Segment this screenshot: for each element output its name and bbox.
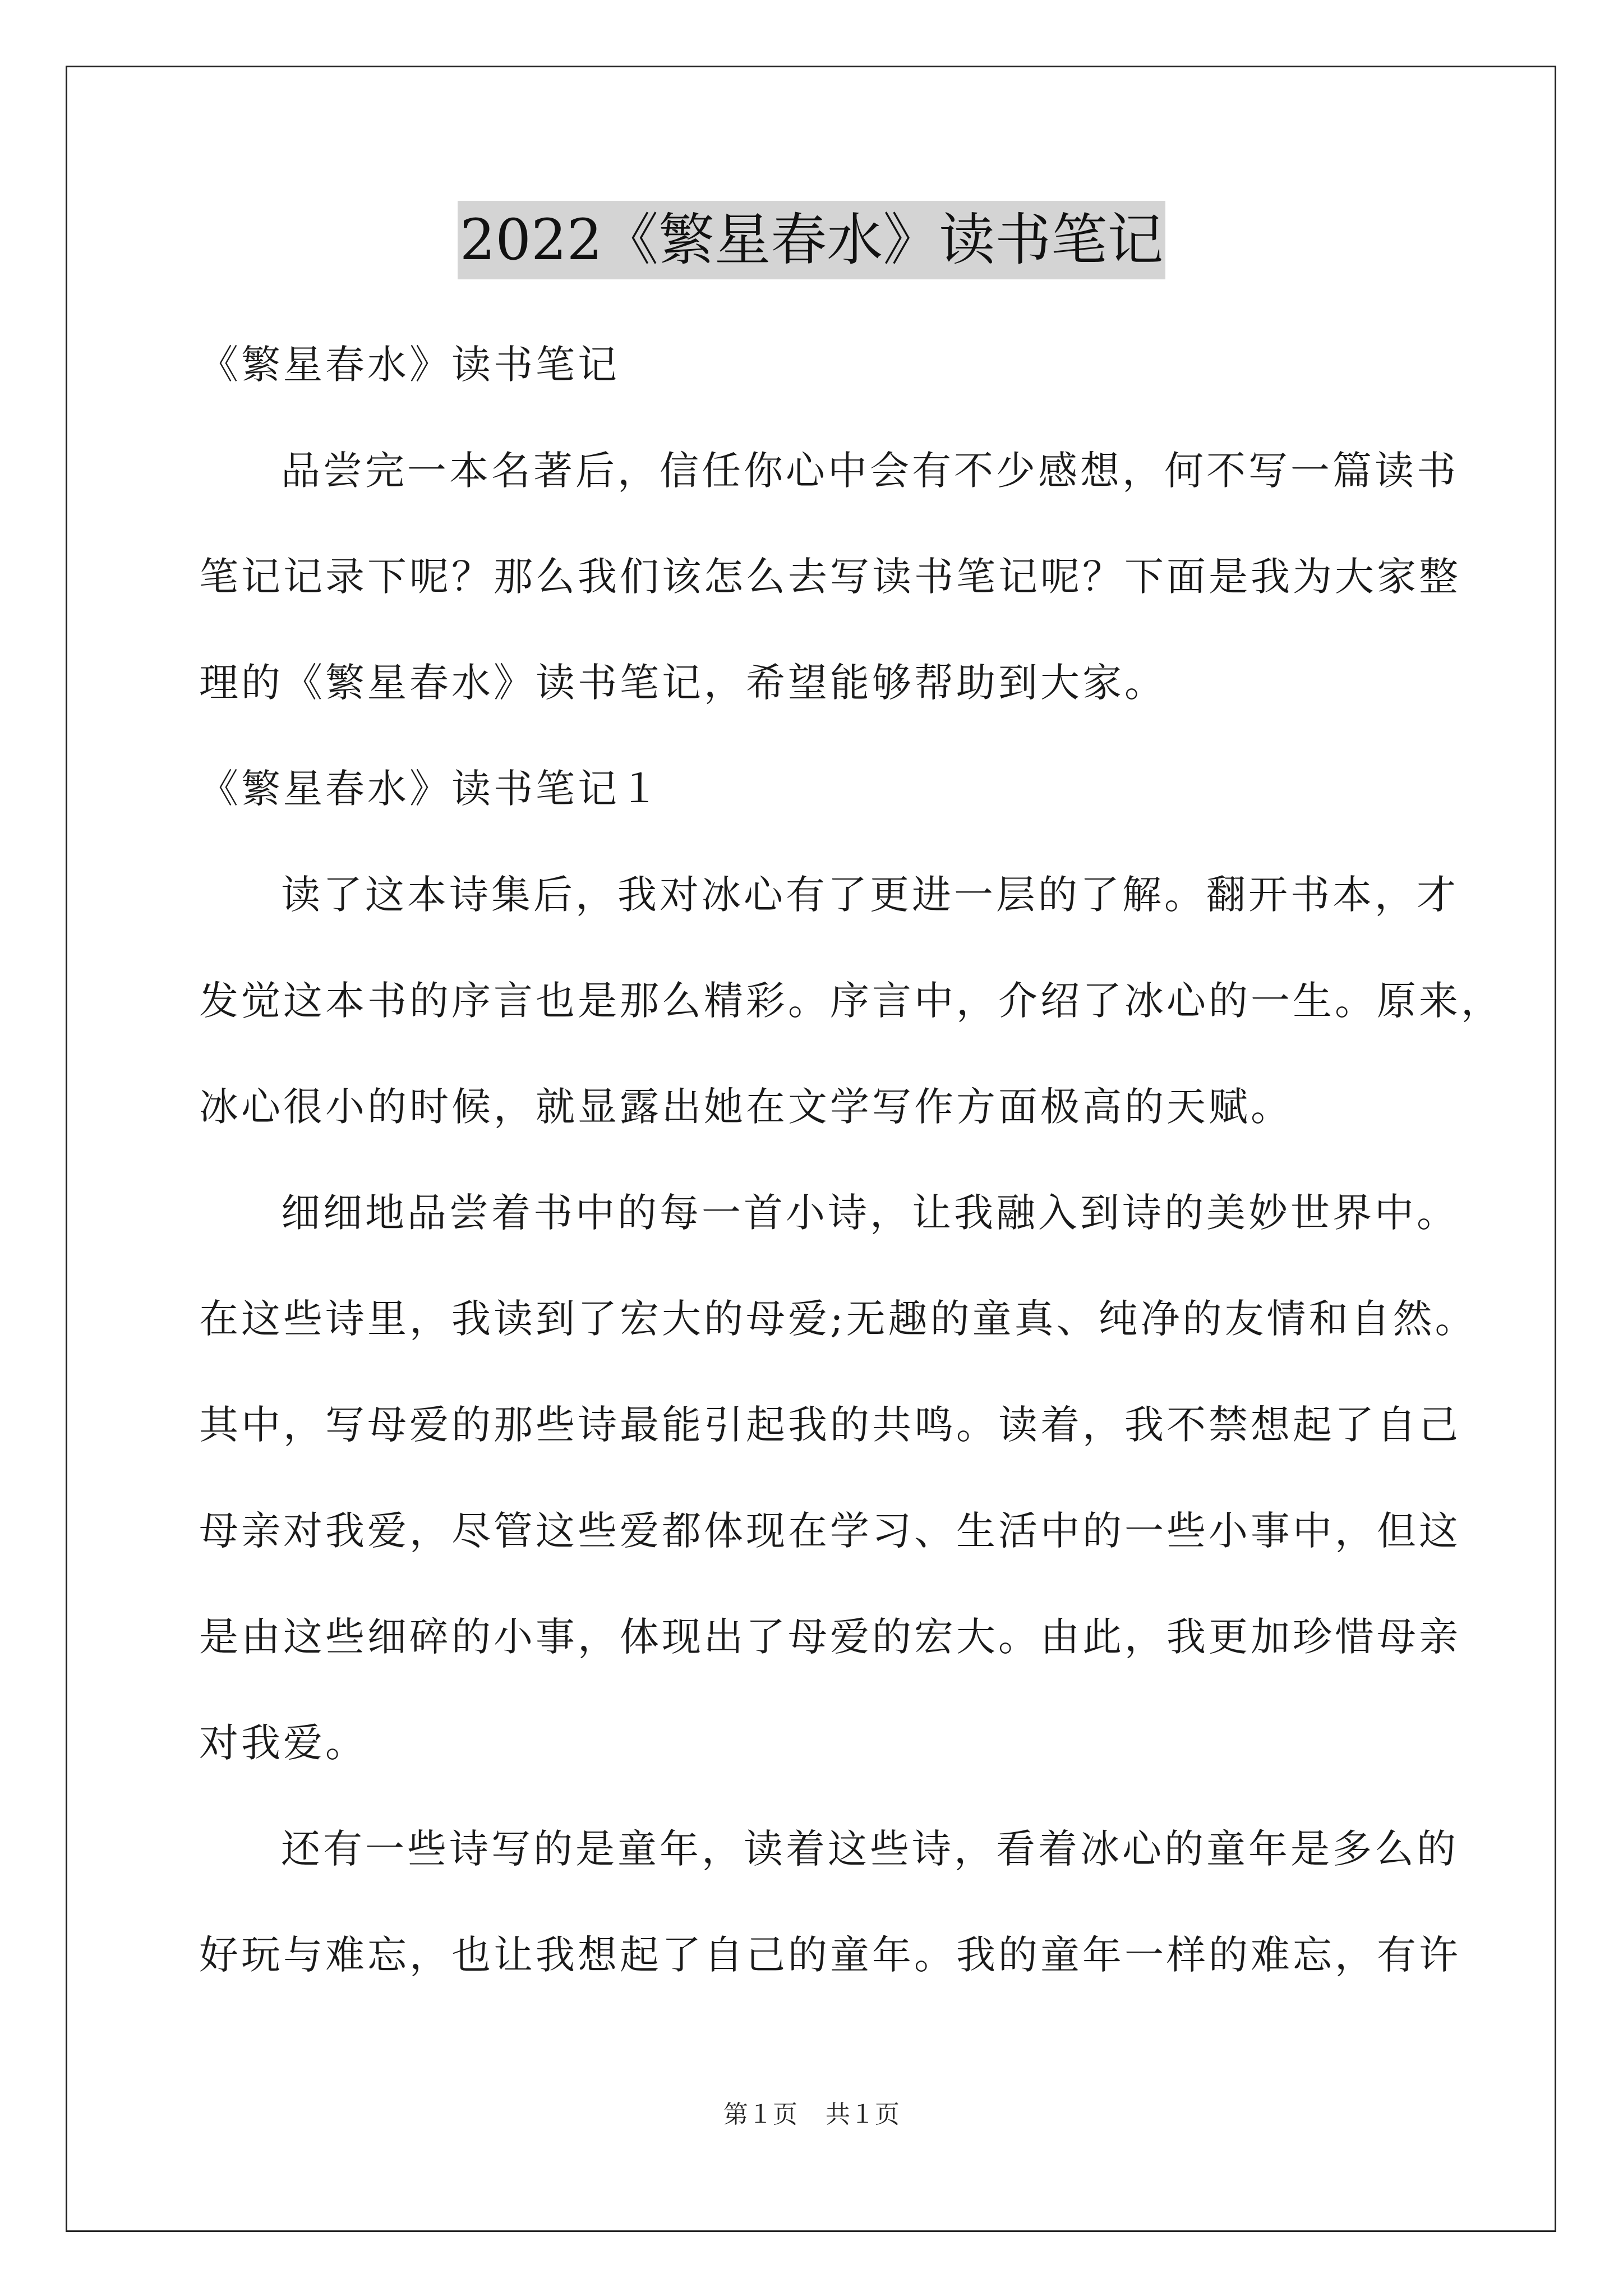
paragraph-line: 是由这些细碎的小事，体现出了母爱的宏大。由此，我更加珍惜母亲 xyxy=(199,1614,1461,1660)
section-heading: 《繁星春水》读书笔记１ xyxy=(199,766,662,812)
paragraph-line: 细细地品尝着书中的每一首小诗，让我融入到诗的美妙世界中。 xyxy=(281,1190,1459,1236)
paragraph-line: 在这些诗里，我读到了宏大的母爱;无趣的童真、纯净的友情和自然。 xyxy=(199,1296,1477,1342)
paragraph-line: 母亲对我爱，尽管这些爱都体现在学习、生活中的一些小事中，但这 xyxy=(199,1508,1461,1554)
paragraph-line: 理的《繁星春水》读书笔记，希望能够帮助到大家。 xyxy=(199,660,1166,706)
paragraph-line: 品尝完一本名著后，信任你心中会有不少感想，何不写一篇读书 xyxy=(281,448,1459,494)
page-number: 第１页 xyxy=(723,2100,797,2129)
paragraph-line: 冰心很小的时候，就显露出她在文学写作方面极高的天赋。 xyxy=(199,1084,1293,1130)
page-border xyxy=(66,66,1556,2232)
paragraph-line: 对我爱。 xyxy=(199,1720,367,1766)
paragraph-line: 还有一些诗写的是童年，读着这些诗，看着冰心的童年是多么的 xyxy=(281,1826,1459,1872)
page-total: 共１页 xyxy=(826,2100,900,2129)
paragraph-line: 好玩与难忘，也让我想起了自己的童年。我的童年一样的难忘，有许 xyxy=(199,1932,1461,1978)
paragraph-line: 发觉这本书的序言也是那么精彩。序言中，介绍了冰心的一生。原来， xyxy=(199,978,1503,1024)
paragraph-line: 读了这本诗集后，我对冰心有了更进一层的了解。翻开书本，才 xyxy=(281,872,1459,918)
title-container xyxy=(0,201,1623,279)
page-footer xyxy=(0,2098,1623,2132)
paragraph-line: 其中，写母爱的那些诗最能引起我的共鸣。读着，我不禁想起了自己 xyxy=(199,1402,1461,1448)
paragraph-line: 笔记记录下呢？那么我们该怎么去写读书笔记呢？下面是我为大家整 xyxy=(199,554,1461,600)
section-heading: 《繁星春水》读书笔记 xyxy=(199,342,620,388)
document-title: 2022《繁星春水》读书笔记 xyxy=(458,201,1166,279)
